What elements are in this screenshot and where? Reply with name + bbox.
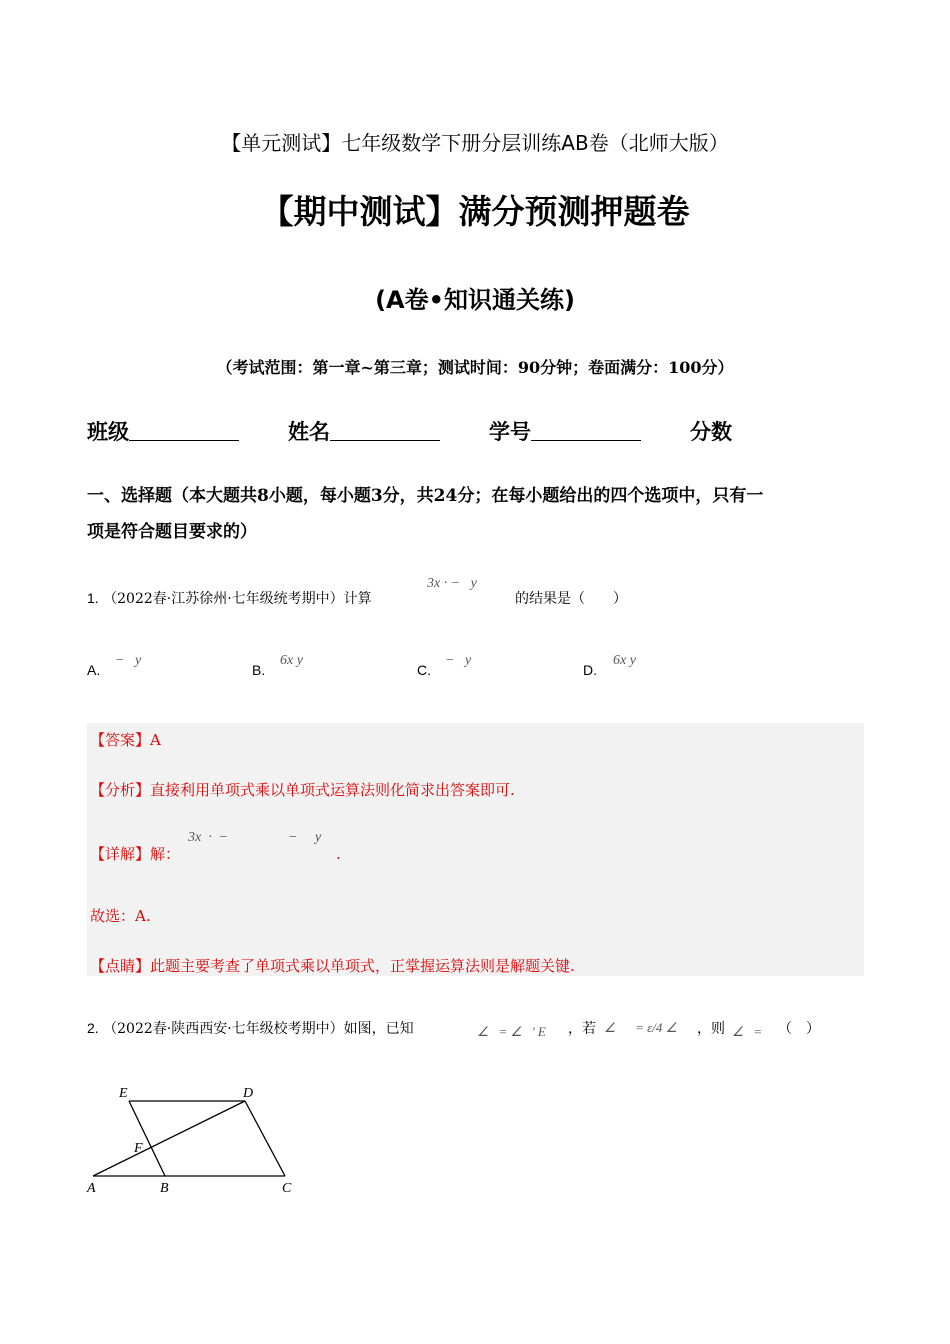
id-label: 学号 bbox=[489, 420, 531, 444]
detail-text: 解： bbox=[150, 845, 181, 863]
option-b-expr: 6x y bbox=[280, 653, 303, 668]
detail-line bbox=[90, 843, 180, 864]
question-number: 2. bbox=[87, 1020, 99, 1036]
question-number: 1. bbox=[87, 590, 99, 606]
section-line-2: 项是符合题目要求的） bbox=[87, 522, 257, 542]
point-label-f: F bbox=[134, 1141, 143, 1156]
point-label-a: A bbox=[87, 1181, 96, 1196]
q2-expr-2: ∠ = ε/4 ∠ bbox=[604, 1020, 678, 1035]
q2-suffix: （ ） bbox=[778, 1021, 820, 1037]
option-label: B. bbox=[252, 662, 266, 678]
option-d-expr: 6x y bbox=[613, 653, 636, 668]
geometry-figure bbox=[85, 1080, 305, 1200]
option-a-expr: − y bbox=[115, 653, 142, 668]
detail-expr-2: − y bbox=[288, 830, 322, 845]
sub-title: (A卷•知识通关练) bbox=[375, 286, 575, 314]
detail-end: . bbox=[336, 845, 341, 863]
q2-expr-1: ∠ = ∠ ' E bbox=[477, 1024, 546, 1039]
option-c-expr: − y bbox=[445, 653, 472, 668]
option-d[interactable] bbox=[583, 662, 597, 678]
series-title: 【单元测试】七年级数学下册分层训练AB卷（北师大版） bbox=[221, 131, 729, 155]
class-field bbox=[87, 416, 239, 446]
segment-ad bbox=[93, 1101, 245, 1176]
answer-line: 【答案】A bbox=[90, 731, 161, 749]
comment-tag: 【点睛】 bbox=[90, 957, 151, 975]
point-label-e: E bbox=[119, 1086, 128, 1101]
class-label: 班级 bbox=[87, 420, 129, 444]
point-label-c: C bbox=[282, 1181, 292, 1196]
score-field bbox=[690, 416, 732, 446]
section-line-1: 一、选择题（本大题共8小题，每小题3分，共24分；在每小题给出的四个选项中，只有一 bbox=[87, 486, 764, 506]
option-c[interactable] bbox=[417, 662, 431, 678]
name-blank bbox=[330, 418, 440, 441]
option-a[interactable] bbox=[87, 662, 100, 678]
id-field bbox=[489, 416, 641, 446]
q2-mid: ，若 bbox=[568, 1021, 596, 1037]
name-field bbox=[288, 416, 440, 446]
question-source: （2022春·陕西西安·七年级校考期中）如图，已知 bbox=[103, 1021, 414, 1037]
question-1 bbox=[87, 588, 372, 608]
score-label: 分数 bbox=[690, 420, 732, 444]
option-b[interactable] bbox=[252, 662, 265, 678]
q1-expression: 3x · − y bbox=[427, 576, 477, 591]
name-label: 姓名 bbox=[288, 420, 330, 444]
choice-line: 故选：A. bbox=[90, 907, 151, 925]
point-label-d: D bbox=[243, 1086, 254, 1101]
q2-expr-3: ∠ = bbox=[732, 1024, 763, 1039]
analysis-tag: 【分析】 bbox=[90, 781, 151, 799]
exam-info: （考试范围：第一章~第三章；测试时间：90分钟；卷面满分：100分） bbox=[216, 358, 734, 377]
comment-text: 此题主要考查了单项式乘以单项式，正掌握运算法则是解题关键. bbox=[150, 957, 575, 975]
option-label: A. bbox=[87, 662, 101, 678]
comment-line bbox=[90, 955, 575, 976]
class-blank bbox=[129, 418, 239, 441]
id-blank bbox=[531, 418, 641, 441]
detail-expr-1: 3x · − bbox=[188, 830, 229, 845]
q2-then: ，则 bbox=[697, 1021, 725, 1037]
answer-box bbox=[87, 723, 864, 976]
section-heading bbox=[87, 478, 867, 550]
analysis-text: 直接利用单项式乘以单项式运算法则化简求出答案即可. bbox=[150, 781, 515, 799]
option-label: C. bbox=[417, 662, 431, 678]
q1-suffix: 的结果是（ ） bbox=[515, 591, 627, 607]
question-2 bbox=[87, 1018, 414, 1038]
segment-eb bbox=[129, 1101, 165, 1176]
analysis-line bbox=[90, 779, 515, 800]
point-label-b: B bbox=[160, 1181, 169, 1196]
question-source: （2022春·江苏徐州·七年级统考期中）计算 bbox=[103, 591, 372, 607]
page-title: 【期中测试】满分预测押题卷 bbox=[260, 192, 690, 231]
detail-tag: 【详解】 bbox=[90, 845, 151, 863]
segment-dc bbox=[245, 1101, 285, 1176]
option-label: D. bbox=[583, 662, 597, 678]
